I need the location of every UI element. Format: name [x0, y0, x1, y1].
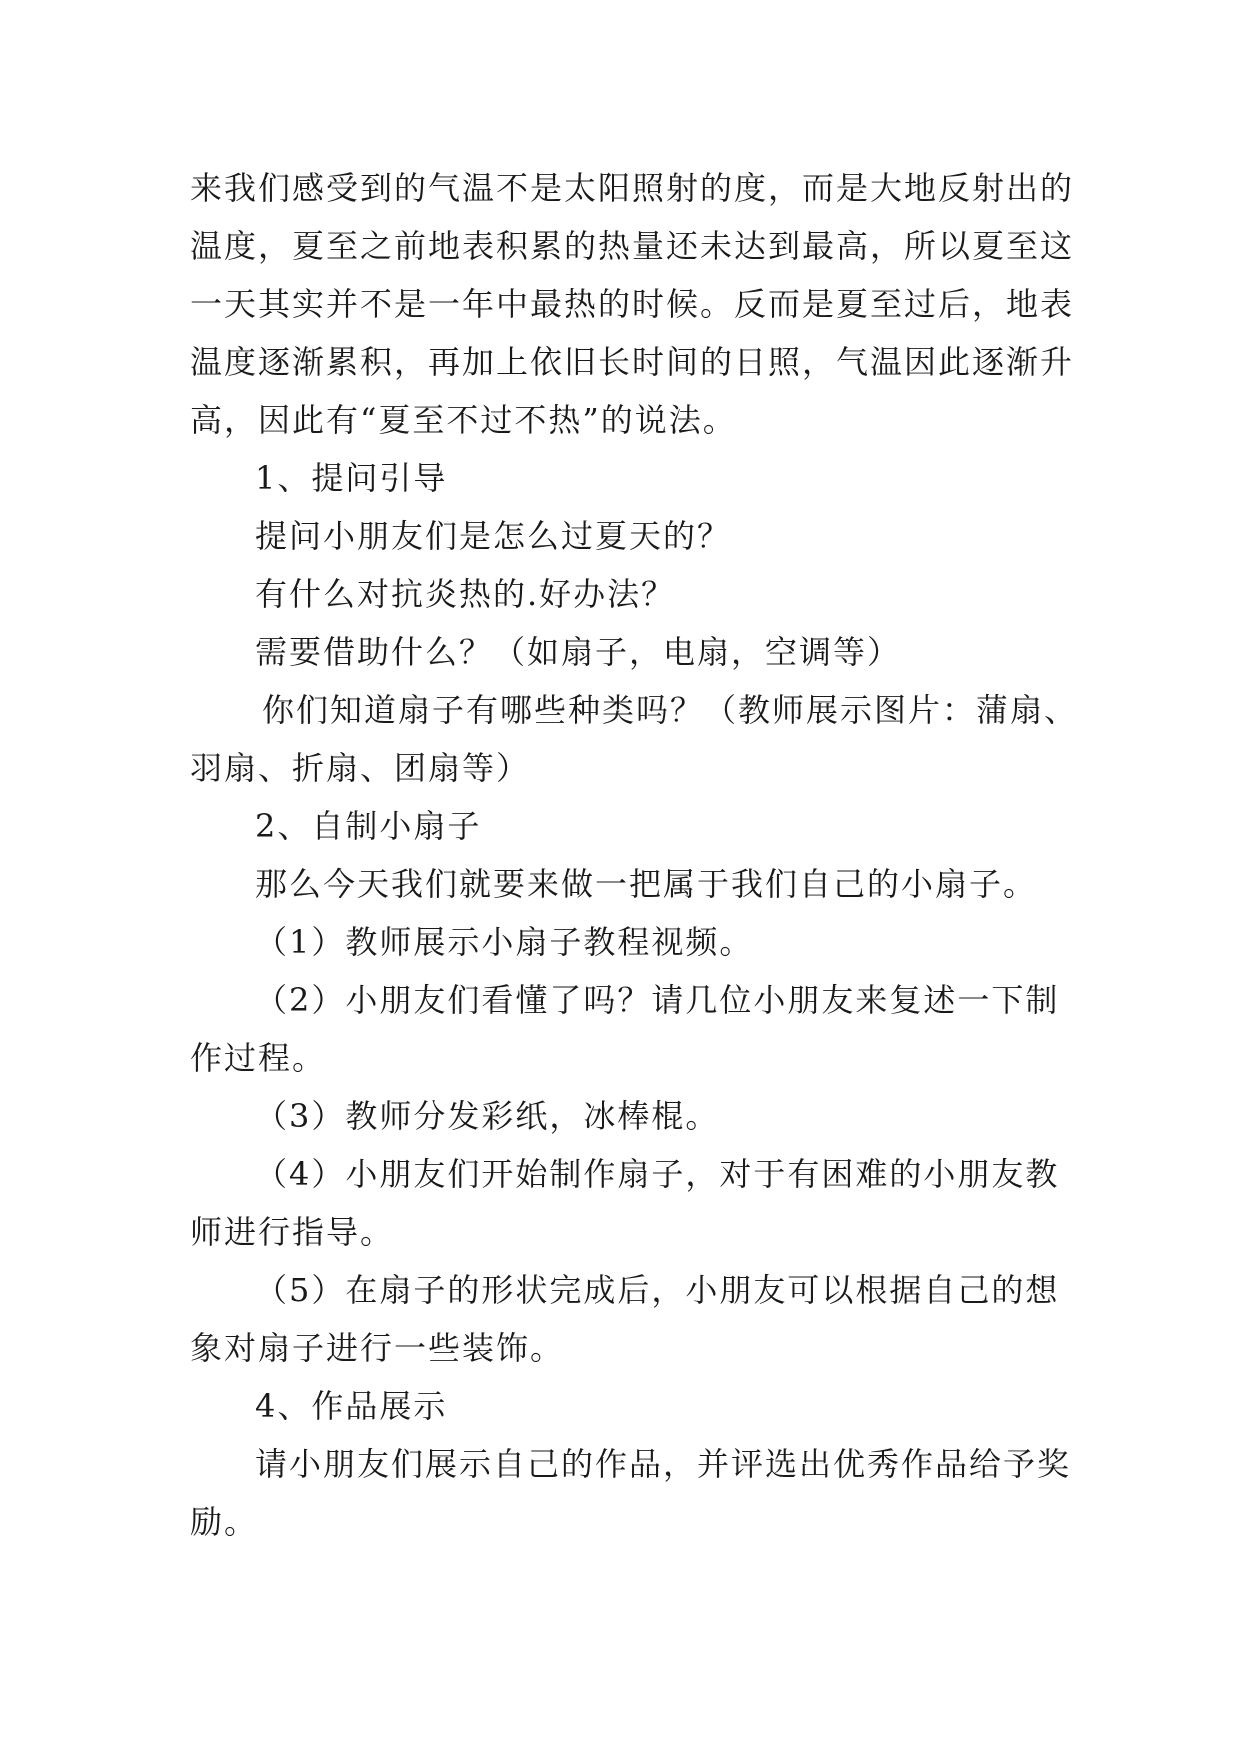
paragraph-line: 作过程。 [190, 1039, 327, 1077]
paragraph-line: 一天其实并不是一年中最热的时候。反而是夏至过后，地表 [190, 285, 1075, 323]
paragraph-line: 那么今天我们就要来做一把属于我们自己的小扇子。 [255, 865, 1038, 903]
paragraph-line: 你们知道扇子有哪些种类吗？（教师展示图片：蒲扇、 [262, 691, 1079, 729]
section-heading: 4、作品展示 [255, 1387, 448, 1425]
list-item: （1）教师展示小扇子教程视频。 [255, 923, 754, 961]
paragraph-line: 请小朋友们展示自己的作品，并评选出优秀作品给予奖 [255, 1445, 1072, 1483]
paragraph-line: 有什么对抗炎热的.好办法？ [255, 575, 676, 613]
paragraph-line: 羽扇、折扇、团扇等） [190, 749, 531, 787]
paragraph-line: 高，因此有“夏至不过不热”的说法。 [190, 401, 737, 439]
paragraph-line: 需要借助什么？（如扇子，电扇，空调等） [255, 633, 902, 671]
paragraph-line: 温度，夏至之前地表积累的热量还未达到最高，所以夏至这 [190, 227, 1075, 265]
list-item: （5）在扇子的形状完成后，小朋友可以根据自己的想 [255, 1271, 1060, 1309]
paragraph-line: 象对扇子进行一些装饰。 [190, 1329, 565, 1367]
paragraph-line: 温度逐渐累积，再加上依旧长时间的日照，气温因此逐渐升 [190, 343, 1075, 381]
paragraph-line: 励。 [190, 1503, 259, 1541]
list-item: （3）教师分发彩纸，冰棒棍。 [255, 1097, 720, 1135]
list-item: （4）小朋友们开始制作扇子，对于有困难的小朋友教 [255, 1155, 1060, 1193]
section-heading: 1、提问引导 [255, 459, 448, 497]
list-item: （2）小朋友们看懂了吗？请几位小朋友来复述一下制 [255, 981, 1060, 1019]
paragraph-line: 来我们感受到的气温不是太阳照射的度，而是大地反射出的 [190, 169, 1075, 207]
paragraph-line: 提问小朋友们是怎么过夏天的？ [255, 517, 732, 555]
paragraph-line: 师进行指导。 [190, 1213, 395, 1251]
section-heading: 2、自制小扇子 [255, 807, 482, 845]
